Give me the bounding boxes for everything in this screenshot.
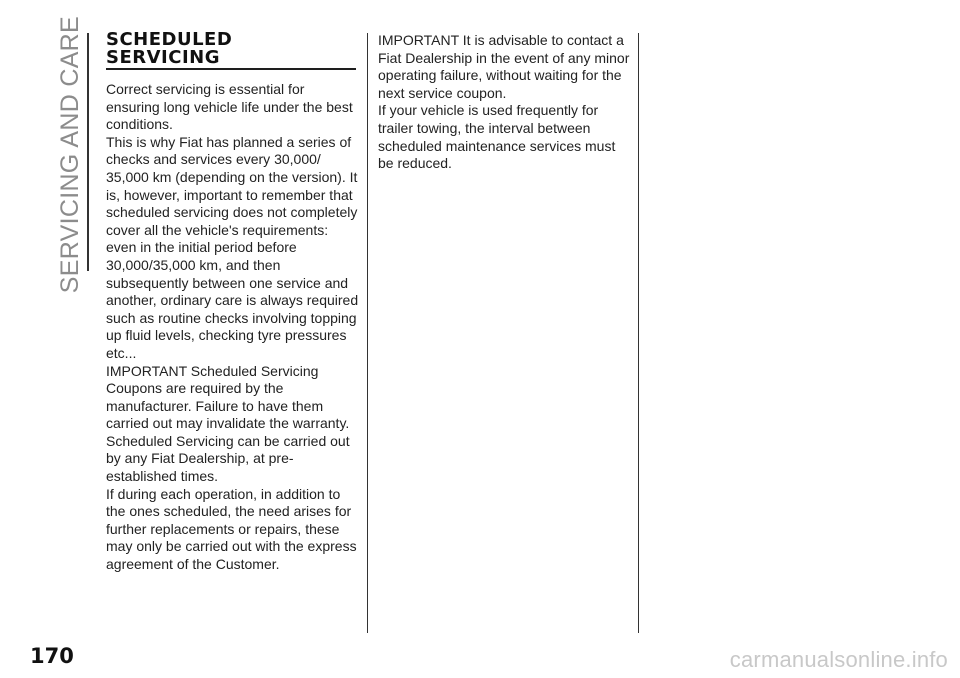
section-side-tab [55,16,84,294]
page-number: 170 [30,644,74,668]
column-divider-middle [367,33,368,633]
section-heading [106,31,356,67]
paragraph-service-plan: This is why Fiat has planned a series of checks and services every 30,000/ 35,000 km (depending on the version). It is, however, important to remember that scheduled servicing does not completely cover all the vehicle's requirements: even in the initial period before 30,000/35,000 km, and then subsequently between one service and another, ordinary care is always required such as routine checks involving topping up fluid levels, checking tyre pressures etc... [106,133,359,361]
column-divider-right [638,33,639,633]
paragraph-dealership: Scheduled Servicing can be carried out by any Fiat Dealership, at pre-established times. [106,432,350,485]
watermark: carmanualsonline.info [729,647,948,672]
paragraph-trailer-towing: If your vehicle is used frequently for trailer towing, the interval between scheduled maintenance services must be reduced. [378,102,616,172]
text-column-right [378,32,632,173]
paragraph-important-coupons: IMPORTANT Scheduled Servicing Coupons are required by the manufacturer. Failure to have them carried out may invalidate the warranty. [106,362,350,432]
paragraph-important-dealership: IMPORTANT It is advisable to contact a Fiat Dealership in the event of any minor operating failure, without waiting for the next service coupon. [378,32,630,101]
side-tab-divider [87,33,89,271]
heading-underline [106,68,356,70]
paragraph-intro: Correct servicing is essential for ensuring long vehicle life under the best conditions. [106,81,353,133]
paragraph-additional-repairs: If during each operation, in addition to the ones scheduled, the need arises for further replacements or repairs, these may only be carried out with the express agreement of the Customer. [106,485,357,573]
text-column-left [106,81,360,574]
section-heading-line-2: SERVICING [106,47,220,68]
section-side-tab-label: SERVICING AND CARE [55,16,84,294]
section-heading-line-1: SCHEDULED [106,29,233,50]
